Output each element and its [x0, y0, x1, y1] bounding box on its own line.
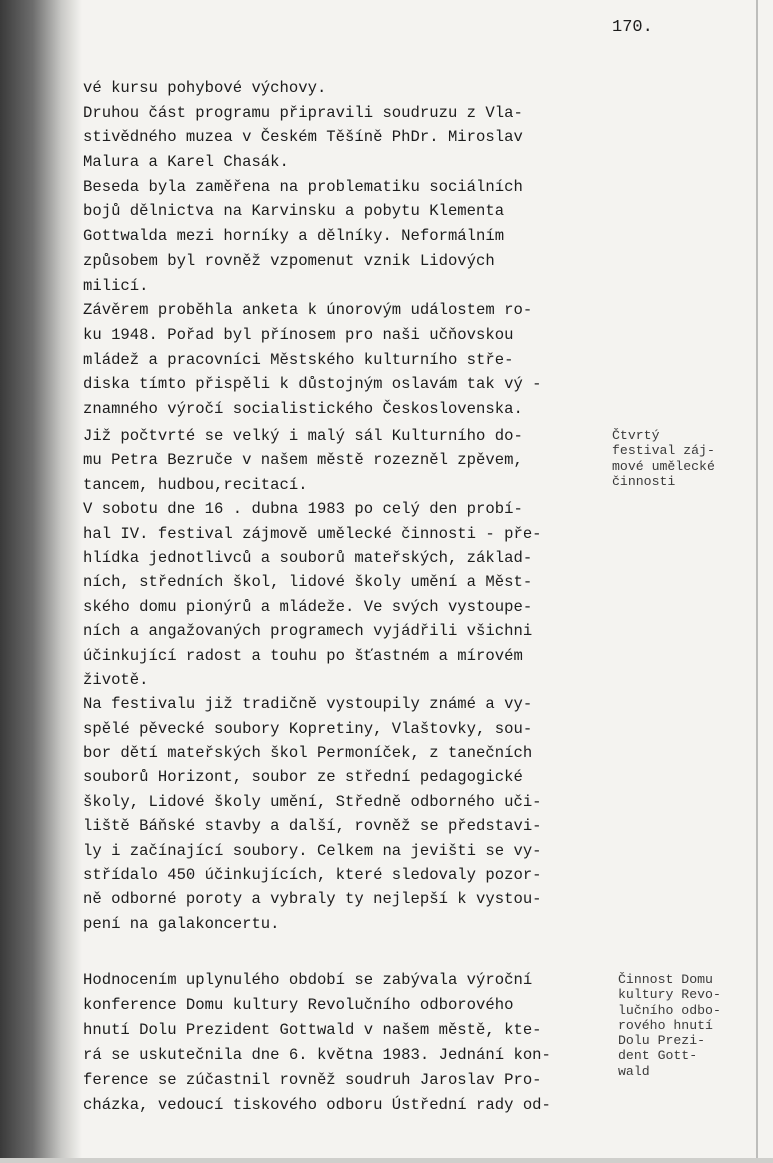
text-line: mové umělecké: [612, 458, 715, 474]
margin-note-dum-kultury: [618, 972, 721, 1079]
text-line: vé kursu pohybové výchovy.: [83, 79, 327, 97]
text-line: Gottwalda mezi horníky a dělníky. Neformálním: [83, 227, 505, 246]
text-line: Dolu Prezi-: [618, 1033, 706, 1049]
text-line: diska tímto přispěli k důstojným oslavám tak vý -: [83, 375, 542, 394]
text-line: Závěrem proběhla anketa k únorovým událostem ro-: [83, 301, 533, 320]
text-line: ského domu pionýrů a mládeže. Ve svých vystoupe-: [83, 597, 533, 616]
text-line: rá se uskutečnila dne 6. května 1983. Jednání kon-: [83, 1046, 551, 1064]
text-line: bor dětí mateřských škol Permoníček, z tanečních: [83, 744, 533, 763]
text-line: školy, Lidové školy umění, Středně odborného uči-: [83, 792, 542, 811]
text-line: hal IV. festival zájmově umělecké činnosti - pře-: [83, 524, 542, 543]
text-line: mu Petra Bezruče v našem městě rozezněl zpěvem,: [83, 451, 523, 470]
text-line: způsobem byl rovněž vzpomenut vznik Lidových: [83, 251, 495, 270]
text-line: liště Báňské stavby a další, rovněž se představi-: [83, 817, 542, 836]
text-line: milicí.: [83, 276, 149, 295]
text-line: tancem, hudbou,recitací.: [83, 475, 308, 494]
text-line: stivědného muzea v Českém Těšíně PhDr. Miroslav: [83, 128, 523, 147]
text-line: wald: [618, 1063, 650, 1079]
text-line: festival záj-: [612, 443, 715, 459]
text-line: V sobotu dne 16 . dubna 1983 po celý den probí-: [83, 500, 523, 519]
text-line: Činnost Domu: [618, 972, 713, 987]
text-line: ference se zúčastnil rovněž soudruh Jaroslav Pro-: [83, 1071, 542, 1089]
text-line: mládež a pracovníci Městského kulturního stře-: [83, 350, 514, 369]
text-line: hnutí Dolu Prezident Gottwald v našem městě, kte-: [83, 1021, 542, 1039]
text-line: souborů Horizont, soubor ze střední pedagogické: [83, 768, 523, 787]
paragraph-block-2: [83, 424, 542, 936]
paragraph-block-1: [83, 76, 542, 422]
text-line: ních, středních škol, lidové školy umění a Měst-: [83, 573, 533, 592]
text-line: Druhou část programu připravili soudruzu z Vla-: [83, 103, 523, 122]
text-line: spělé pěvecké soubory Kopretiny, Vlaštovky, sou-: [83, 719, 533, 738]
text-line: účinkující radost a touhu po šťastném a mírovém: [83, 646, 523, 665]
text-line: Malura a Karel Chasák.: [83, 153, 289, 172]
text-line: cházka, vedoucí tiskového odboru Ústřední rady od-: [83, 1096, 551, 1114]
scan-bottom-edge: [0, 1158, 773, 1163]
page-number: 170.: [612, 18, 653, 37]
text-line: ly i začínající soubory. Celkem na jevišti se vy-: [83, 841, 542, 860]
text-line: hlídka jednotlivců a souborů mateřských, základ-: [83, 548, 533, 567]
text-line: ních a angažovaných programech vyjádřili všichni: [83, 622, 533, 641]
text-line: bojů dělnictva na Karvinsku a pobytu Klementa: [83, 202, 505, 221]
text-line: Hodnocením uplynulého období se zabývala výroční: [83, 971, 533, 989]
text-line: činnosti: [612, 473, 676, 489]
text-line: Již počtvrté se velký i malý sál Kulturního do-: [83, 427, 523, 445]
text-line: pení na galakoncertu.: [83, 914, 280, 933]
text-line: rového hnutí: [618, 1017, 713, 1033]
text-line: střídalo 450 účinkujících, které sledovaly pozor-: [83, 866, 542, 885]
text-line: Na festivalu již tradičně vystoupily známé a vy-: [83, 695, 533, 714]
margin-note-festival: [612, 428, 715, 489]
text-line: ně odborné poroty a vybraly ty nejlepší k vystou-: [83, 890, 542, 909]
text-line: lučního odbo-: [618, 1002, 721, 1018]
scan-binding-edge: [0, 0, 82, 1163]
text-line: kultury Revo-: [618, 987, 721, 1003]
text-line: Čtvrtý: [612, 428, 660, 443]
text-line: konference Domu kultury Revolučního odborového: [83, 996, 514, 1014]
text-line: dent Gott-: [618, 1048, 698, 1064]
paragraph-block-3: [83, 968, 551, 1118]
text-line: životě.: [83, 670, 149, 689]
scan-right-margin-line: [756, 0, 758, 1163]
text-line: znamného výročí socialistického Československa.: [83, 399, 523, 418]
text-line: Beseda byla zaměřena na problematiku sociálních: [83, 177, 523, 196]
text-line: ku 1948. Pořad byl přínosem pro naši učňovskou: [83, 325, 514, 344]
